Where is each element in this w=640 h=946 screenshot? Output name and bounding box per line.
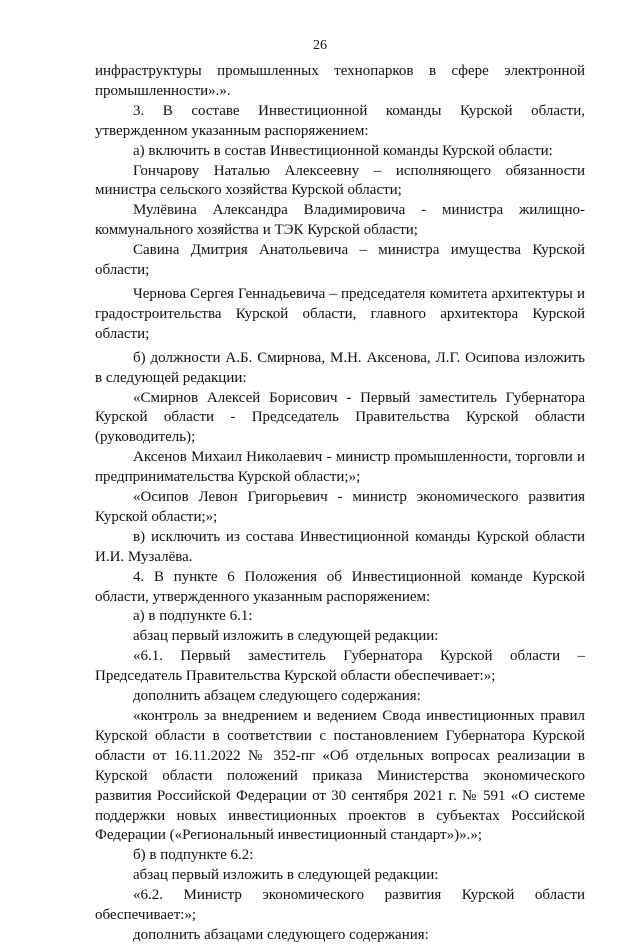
document-body xyxy=(95,62,585,946)
paragraph-15: абзац первый изложить в следующей редакции: xyxy=(133,628,439,645)
paragraph-4: Гончарову Наталью Алексеевну – исполняющего обязанности министра сельского хозяйства Курской области; xyxy=(95,162,585,199)
paragraph-14: а) в подпункте 6.1: xyxy=(133,608,253,625)
paragraph-17: дополнить абзацем следующего содержания: xyxy=(133,688,421,705)
paragraph-11: «Осипов Левон Григорьевич - министр экономического развития Курской области;»; xyxy=(95,489,585,525)
paragraph-10: Аксенов Михаил Николаевич - министр промышленности, торговли и предпринимательства Курской области;»; xyxy=(95,449,585,486)
paragraph-12: в) исключить из состава Инвестиционной команды Курской области И.И. Музалёва. xyxy=(95,528,585,565)
paragraph-16: «6.1. Первый заместитель Губернатора Курской области – Председатель Правительства Курской области обеспечивает:»; xyxy=(95,648,585,685)
page-number: 26 xyxy=(313,38,327,53)
paragraph-5: Мулёвина Александра Владимировича - министра жилищно-коммунального хозяйства и ТЭК Курской области; xyxy=(95,202,585,239)
paragraph-13: 4. В пункте 6 Положения об Инвестиционной команде Курской области, утвержденного указанным распоряжением: xyxy=(95,568,585,605)
paragraph-3: а) включить в состав Инвестиционной команды Курской области: xyxy=(133,142,553,159)
paragraph-20: абзац первый изложить в следующей редакции: xyxy=(133,867,439,884)
paragraph-6: Савина Дмитрия Анатольевича – министра имущества Курской области; xyxy=(95,242,585,279)
paragraph-2: 3. В составе Инвестиционной команды Курской области, утвержденном указанным распоряжением: xyxy=(95,102,585,139)
paragraph-8: б) должности А.Б. Смирнова, М.Н. Аксенова, Л.Г. Осипова изложить в следующей редакции: xyxy=(95,349,585,386)
paragraph-19: б) в подпункте 6.2: xyxy=(133,847,254,864)
paragraph-22: дополнить абзацами следующего содержания: xyxy=(133,926,429,943)
paragraph-9: «Смирнов Алексей Борисович - Первый заместитель Губернатора Курской области - Председатель Правительства Курской области (руководитель); xyxy=(95,389,585,446)
paragraph-21: «6.2. Министр экономического развития Курской области обеспечивает:»; xyxy=(95,887,585,924)
paragraph-7: Чернова Сергея Геннадьевича – председателя комитета архитектуры и градостроительства Курской области, главного архитектора Курской области; xyxy=(95,285,585,342)
paragraph-18: «контроль за внедрением и ведением Свода инвестиционных правил Курской области в соответствии с постановлением Губернатора Курской области от 16.11.2022 № 352-пг «Об отдельных вопросах реализации в Курской области положений приказа Министерства экономического развития Российской Федерации от 30 сентября 2021 г. № 591 «О системе поддержки новых инвестиционных проектов в субъектах Российской Федерации («Региональный инвестиционный стандарт»)».»; xyxy=(95,708,585,844)
paragraph-1: инфраструктуры промышленных технопарков в сфере электронной промышленности».». xyxy=(95,63,585,99)
